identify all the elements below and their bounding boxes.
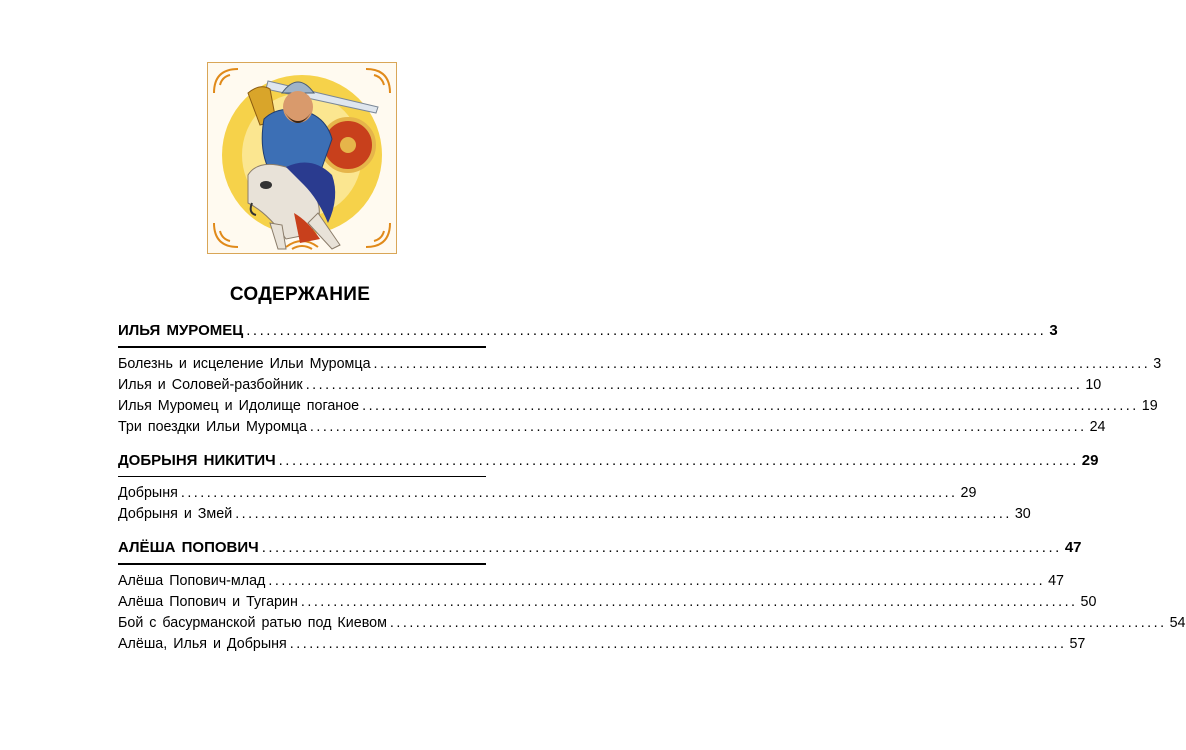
leader-dots: ........................................................................................................................	[180, 485, 958, 501]
page-number: 50	[1080, 593, 1097, 610]
leader-dots: ........................................................................................................................	[289, 635, 1067, 652]
toc-entry-label: Бой с басурманской ратью под Киевом	[118, 614, 387, 631]
toc-entry-label: Илья Муромец и Идолище поганое	[118, 397, 360, 414]
leader-dots: ........................................................................................................................	[246, 322, 1047, 339]
section-divider	[118, 563, 486, 565]
table-of-contents	[118, 320, 1186, 667]
toc-entry-label: Добрыня и Змей	[118, 506, 233, 522]
leader-dots: ........................................................................................................................	[305, 376, 1083, 393]
leader-dots: ........................................................................................................................	[373, 355, 1151, 372]
page-number: 29	[1081, 451, 1099, 469]
section-heading-label: АЛЁША ПОПОВИЧ	[118, 539, 259, 556]
leader-dots: ........................................................................................................................	[309, 418, 1087, 435]
section-heading-label: ДОБРЫНЯ НИКИТИЧ	[118, 451, 276, 469]
toc-section-heading[interactable]	[118, 450, 1099, 472]
leader-dots: ........................................................................................................................	[300, 593, 1078, 610]
page-number: 30	[1014, 506, 1031, 522]
toc-title: СОДЕРЖАНИЕ	[229, 284, 371, 305]
toc-entry[interactable]	[118, 613, 1186, 634]
leader-dots: ........................................................................................................................	[235, 506, 1012, 522]
page-number: 47	[1064, 539, 1082, 556]
toc-entry-label: Алёша, Илья и Добрыня	[118, 635, 287, 652]
toc-entry[interactable]	[118, 592, 1097, 613]
page-number: 19	[1141, 397, 1158, 414]
page-number: 10	[1085, 376, 1102, 393]
toc-section	[118, 537, 1186, 655]
toc-entry-label: Алёша Попович и Тугарин	[118, 593, 298, 610]
toc-entry[interactable]	[118, 504, 1031, 525]
section-divider	[118, 346, 486, 348]
toc-entry-label: Болезнь и исцеление Ильи Муромца	[118, 355, 371, 372]
toc-entry[interactable]	[118, 417, 1106, 438]
toc-entry[interactable]	[118, 571, 1064, 592]
illustration-frame	[207, 62, 397, 254]
page-number: 57	[1069, 635, 1086, 652]
toc-section-heading[interactable]	[118, 537, 1082, 559]
toc-entry[interactable]	[118, 375, 1102, 396]
page-number: 24	[1089, 418, 1106, 435]
leader-dots: ........................................................................................................................	[278, 451, 1079, 469]
page-number: 3	[1049, 322, 1058, 339]
section-divider	[118, 476, 486, 478]
toc-entry-label: Илья и Соловей-разбойник	[118, 376, 303, 393]
section-heading-label: ИЛЬЯ МУРОМЕЦ	[118, 322, 244, 339]
page-number: 47	[1048, 572, 1064, 589]
toc-section	[118, 320, 1162, 438]
toc-entry-label: Алёша Попович-млад	[118, 572, 266, 589]
toc-entry[interactable]	[118, 396, 1158, 417]
leader-dots: ........................................................................................................................	[261, 539, 1062, 556]
toc-section-heading[interactable]	[118, 320, 1058, 342]
toc-section	[118, 450, 1099, 526]
leader-dots: ........................................................................................................................	[268, 572, 1046, 589]
leader-dots: ........................................................................................................................	[389, 614, 1167, 631]
toc-entry[interactable]	[118, 483, 977, 504]
toc-entry-label: Три поездки Ильи Муромца	[118, 418, 307, 435]
page-number: 29	[960, 485, 977, 501]
bogatyr-on-horse-illustration	[208, 63, 396, 253]
toc-entry[interactable]	[118, 354, 1162, 375]
toc-entry[interactable]	[118, 634, 1086, 655]
toc-entry-label: Добрыня	[118, 485, 178, 501]
page-number: 3	[1153, 355, 1162, 372]
leader-dots: ........................................................................................................................	[362, 397, 1139, 414]
page-number: 54	[1169, 614, 1186, 631]
